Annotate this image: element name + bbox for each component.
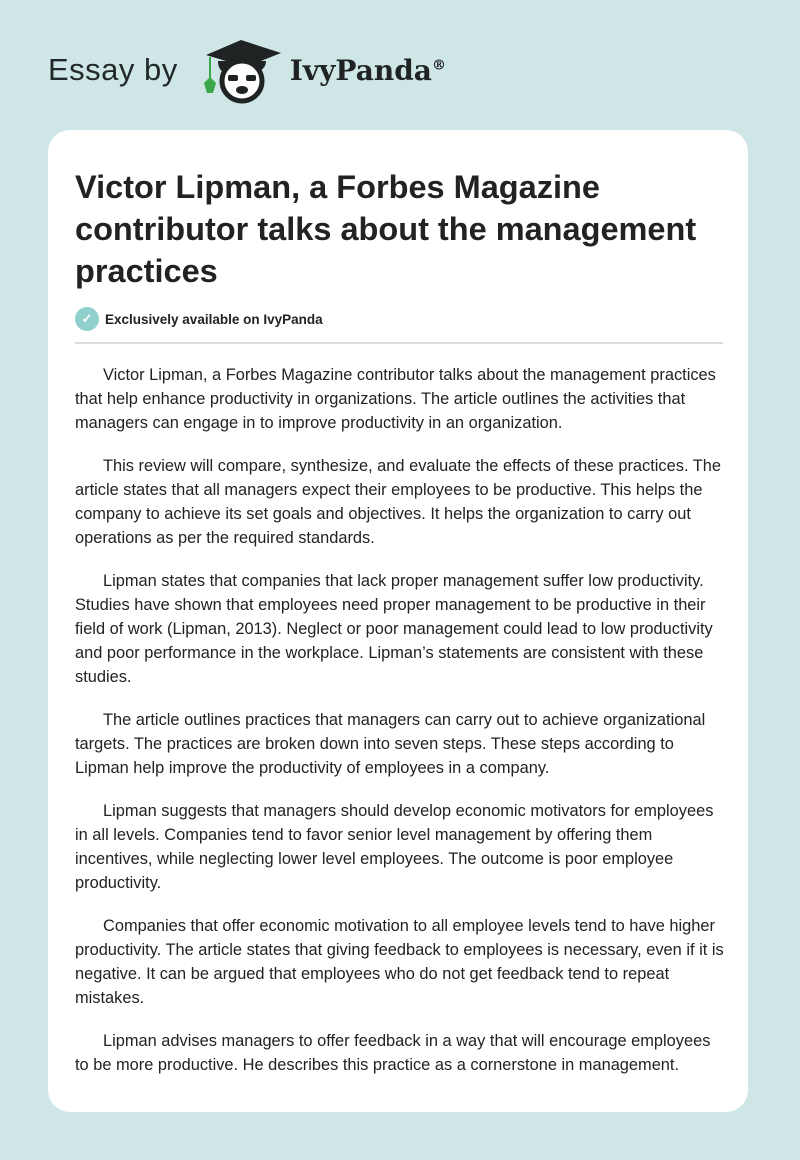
brand-logo[interactable] (48, 40, 446, 100)
essay-title: Victor Lipman, a Forbes Magazine contributor talks about the management practices (75, 169, 697, 289)
paragraph: Lipman states that companies that lack proper management suffer low productivity. Studies have shown that employees need proper management to be productive in their field of work (Lipman, 2013). Neglect or poor management could lead to low productivity and poor performance in the workplace. Lipman’s statements are consistent with these studies. (75, 572, 713, 686)
registered-mark: ® (431, 57, 446, 74)
essay-card (48, 130, 748, 1112)
paragraph: The article outlines practices that managers can carry out to achieve organizational targets. The practices are broken down into seven steps. These steps according to Lipman help improve the productivity of employees in a company. (75, 711, 706, 777)
brand-name: IvyPanda (289, 53, 432, 87)
paragraph: Victor Lipman, a Forbes Magazine contributor talks about the management practices that help enhance productivity in organizations. The article outlines the activities that managers can engage in to improve productivity in an organization. (75, 366, 716, 432)
badge-text: Exclusively available on IvyPanda (105, 311, 323, 327)
paragraph: Companies that offer economic motivation to all employee levels tend to have higher productivity. The article states that giving feedback to employees is necessary, even if it is negative. It can be argued that employees who do not get feedback tend to repeat mistakes. (75, 917, 724, 1007)
essay-body (75, 363, 727, 1096)
essay-by-label: Essay by (48, 52, 178, 87)
check-icon: ✓ (75, 307, 99, 331)
exclusive-badge (75, 307, 323, 331)
paragraph: This review will compare, synthesize, and evaluate the effects of these practices. The article states that all managers expect their employees to be productive. This helps the company to achieve its set goals and objectives. It helps the organization to carry out operations as per the required standards. (75, 457, 721, 547)
paragraph: Lipman suggests that managers should develop economic motivators for employees in all levels. Companies tend to favor senior level management by offering them incentives, while neglecting lower level employees. The outcome is poor employee productivity. (75, 802, 714, 892)
divider (75, 342, 723, 344)
ivypanda-wordmark (290, 54, 446, 87)
paragraph: Lipman advises managers to offer feedback in a way that will encourage employees to be more productive. He describes this practice as a cornerstone in management. (75, 1032, 711, 1074)
panda-logo-icon (196, 35, 286, 105)
